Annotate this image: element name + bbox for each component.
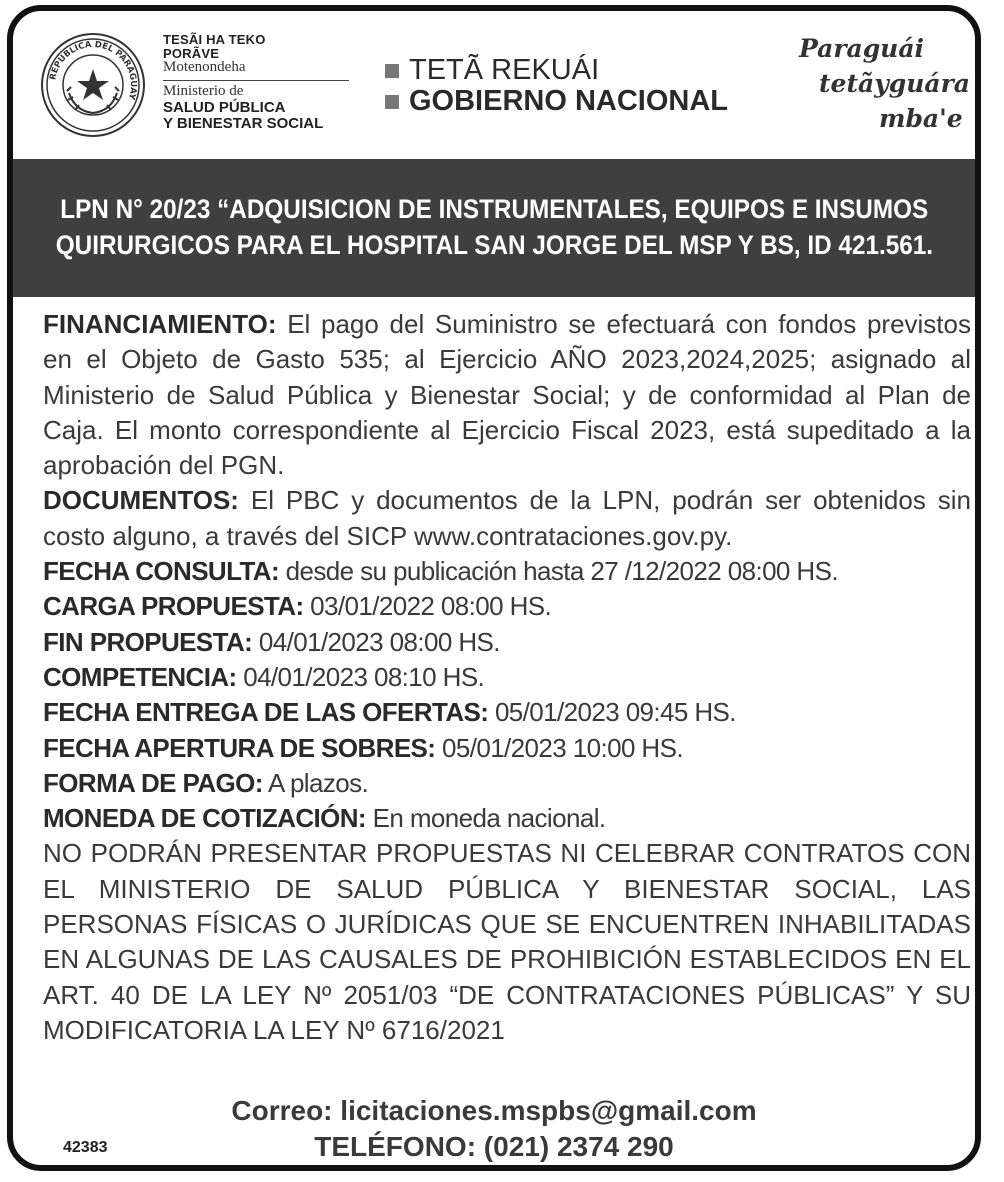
title-line-2: QUIRURGICOS PARA EL HOSPITAL SAN JORGE DEL MSP Y BS, ID 421.561. [55, 230, 933, 260]
motto-line-2: tetãyguára [819, 69, 970, 98]
gov-line-1 [385, 55, 728, 86]
pago-text: A plazos. [268, 767, 369, 798]
competencia-text: 04/01/2023 08:10 HS. [243, 661, 485, 692]
prohibition-notice: NO PODRÁN PRESENTAR PROPUESTAS NI CELEBRAR CONTRATOS CON EL MINISTERIO DE SALUD PÚBLICA Y BIENESTAR SOCIAL, LAS PERSONAS FÍSICAS O JURÍDICAS QUE SE ENCUENTREN INHABILITADAS EN ALGUNAS DE LAS CAUSALES DE PROHIBICIÓN ESTABLECIDOS EN EL ART. 40 DE LA LEY Nº 2051/03 “DE CONTRATACIONES PÚBLICAS” Y SU MODIFICATORIA LA LEY Nº 6716/2021 [43, 838, 971, 1045]
entrega-line [43, 695, 971, 730]
ministry-line-4: Ministerio de [163, 83, 244, 100]
carga-text: 03/01/2022 08:00 HS. [310, 591, 552, 622]
financiamiento-text: El pago del Suministro se efectuará con fondos previstos en el Objeto de Gasto 535; al Ejercicio AÑO 2023,2024,2025; asignado al Ministerio de Salud Pública y Bienestar Social; y de conformidad al Plan de Caja. El monto correspondiente al Ejercicio Fiscal 2023, está supeditado a la aprobación del PGN. [43, 309, 971, 481]
notice-body [43, 307, 971, 1048]
gov-line-2 [385, 86, 728, 117]
motto-line-1: Paraguái [799, 34, 925, 63]
ministry-line-1: TESÃI HA TEKO [163, 32, 266, 47]
consulta-line [43, 554, 971, 589]
contact-phone: TELÉFONO: (021) 2374 290 [314, 1131, 674, 1162]
title-line-1: LPN N° 20/23 “ADQUISICION DE INSTRUMENTALES, EQUIPOS E INSUMOS [60, 194, 928, 225]
competencia-line [43, 660, 971, 695]
ministry-line-5: SALUD PÚBLICA [163, 98, 286, 116]
ministry-line-6: Y BIENESTAR SOCIAL [163, 114, 324, 132]
apertura-line [43, 731, 971, 766]
competencia-label: COMPETENCIA: [43, 661, 237, 692]
header [13, 11, 975, 161]
notice-frame [7, 5, 981, 1171]
government-block [385, 55, 728, 118]
entrega-label: FECHA ENTREGA DE LAS OFERTAS: [43, 697, 489, 728]
consulta-text: desde su publicación hasta 27 /12/2022 08:00 HS. [285, 556, 838, 587]
gov-line-1-text: TETÃ REKUÁI [409, 54, 600, 86]
ministry-line-3: Motenondeha [163, 59, 246, 76]
pago-label: FORMA DE PAGO: [43, 767, 263, 798]
ministry-block [163, 33, 363, 131]
documentos-text: El PBC y documentos de la LPN, podrán ser obtenidos sin costo alguno, a través del SICP www.contrataciones.gov.py. [43, 485, 971, 551]
ministry-divider [163, 80, 349, 81]
svg-text:REPÚBLICA DEL PARAGUAY: REPÚBLICA DEL PARAGUAY [48, 39, 139, 101]
documentos-label: DOCUMENTOS: [43, 485, 239, 516]
square-bullet-icon [385, 95, 399, 109]
square-bullet-icon [385, 64, 399, 78]
national-seal-icon [39, 31, 147, 139]
financiamiento-label: FINANCIAMIENTO: [43, 309, 277, 339]
fin-label: FIN PROPUESTA: [43, 626, 253, 657]
contact-email: Correo: licitaciones.mspbs@gmail.com [231, 1095, 757, 1126]
consulta-label: FECHA CONSULTA: [43, 556, 280, 587]
motto-line-3: mba'e [879, 104, 963, 133]
moneda-line [43, 801, 971, 836]
documentos-paragraph [43, 483, 971, 554]
fin-text: 04/01/2023 08:00 HS. [258, 626, 500, 657]
ministry-line-2: PORÃVE [163, 45, 220, 61]
financiamiento-paragraph [43, 307, 971, 483]
moneda-text: En moneda nacional. [372, 803, 606, 834]
carga-label: CARGA PROPUESTA: [43, 591, 304, 622]
moneda-label: MONEDA DE COTIZACIÓN: [43, 803, 366, 834]
carga-line [43, 589, 971, 624]
apertura-text: 05/01/2023 10:00 HS. [441, 732, 683, 763]
gov-line-2-text: GOBIERNO NACIONAL [409, 85, 728, 118]
entrega-text: 05/01/2023 09:45 HS. [494, 697, 736, 728]
apertura-label: FECHA APERTURA DE SOBRES: [43, 732, 436, 763]
pago-line [43, 766, 971, 801]
title-band [13, 159, 975, 297]
motto [799, 31, 979, 136]
fin-line [43, 625, 971, 660]
ad-code: 42383 [63, 1139, 108, 1156]
